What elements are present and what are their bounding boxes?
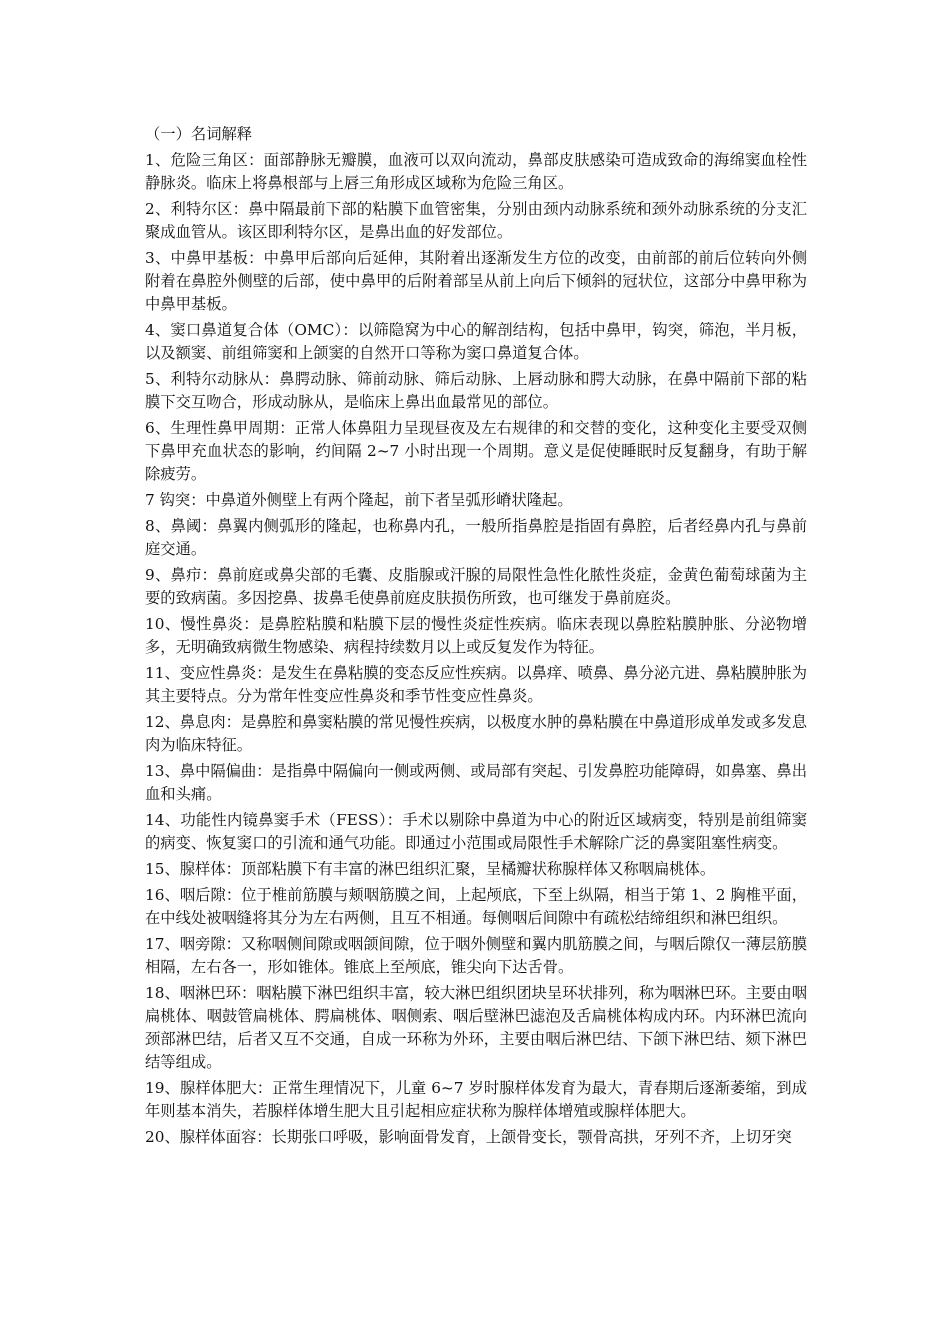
- definition-entry: 11、变应性鼻炎：是发生在鼻粘膜的变态反应性疾病。以鼻痒、喷鼻、鼻分泌亢进、鼻粘膜肿胀为其主要特点。分为常年性变应性鼻炎和季节性变应性鼻炎。: [145, 664, 807, 705]
- document-page: [145, 123, 807, 1152]
- definition-entry: 13、鼻中隔偏曲：是指鼻中隔偏向一侧或两侧、或局部有突起、引发鼻腔功能障碍，如鼻塞、鼻出血和头痛。: [145, 762, 807, 803]
- definition-entry: 12、鼻息肉：是鼻腔和鼻窦粘膜的常见慢性疾病，以极度水肿的鼻粘膜在中鼻道形成单发或多发息肉为临床特征。: [145, 713, 807, 754]
- definition-entry: 16、咽后隙：位于椎前筋膜与颊咽筋膜之间，上起颅底，下至上纵隔，相当于第 1、2 胸椎平面，在中线处被咽缝将其分为左右两侧，且互不相通。每侧咽后间隙中有疏松结缔组织和淋巴组织。: [145, 886, 807, 927]
- definition-entry: 20、腺样体面容：长期张口呼吸，影响面骨发育，上颌骨变长，颚骨高拱，牙列不齐，上切牙突: [145, 1128, 792, 1146]
- definition-entry: 8、鼻阈：鼻翼内侧弧形的隆起，也称鼻内孔，一般所指鼻腔是指固有鼻腔，后者经鼻内孔与鼻前庭交通。: [145, 517, 807, 558]
- section-heading: （一）名词解释: [145, 125, 253, 143]
- definition-entry: 3、中鼻甲基板：中鼻甲后部向后延伸，其附着出逐渐发生方位的改变，由前部的前后位转向外侧附着在鼻腔外侧壁的后部，使中鼻甲的后附着部呈从前上向后下倾斜的冠状位，这部分中鼻甲称为中鼻甲基板。: [145, 249, 807, 313]
- definition-entry: 4、窦口鼻道复合体（OMC）：以筛隐窝为中心的解剖结构，包括中鼻甲，钩突，筛泡，半月板，以及额窦、前组筛窦和上颌窦的自然开口等称为窦口鼻道复合体。: [145, 321, 807, 362]
- definition-entry: 2、利特尔区：鼻中隔最前下部的粘膜下血管密集，分别由颈内动脉系统和颈外动脉系统的分支汇聚成血管从。该区即利特尔区，是鼻出血的好发部位。: [145, 200, 807, 241]
- definition-entry: 15、腺样体：顶部粘膜下有丰富的淋巴组织汇聚，呈橘瓣状称腺样体又称咽扁桃体。: [145, 860, 716, 878]
- definition-entry: 6、生理性鼻甲周期：正常人体鼻阻力呈现昼夜及左右规律的和交替的变化，这种变化主要受双侧下鼻甲充血状态的影响，约间隔 2~7 小时出现一个周期。意义是促使睡眠时反复翻身，有助于解除疲劳。: [145, 419, 807, 483]
- definition-entry: 1、危险三角区：面部静脉无瓣膜，血液可以双向流动，鼻部皮肤感染可造成致命的海绵窦血栓性静脉炎。临床上将鼻根部与上唇三角形成区域称为危险三角区。: [145, 151, 807, 192]
- definition-entry: 7 钩突：中鼻道外侧壁上有两个隆起，前下者呈弧形嵴状隆起。: [145, 491, 573, 509]
- definition-entry: 5、利特尔动脉从：鼻腭动脉、筛前动脉、筛后动脉、上唇动脉和腭大动脉，在鼻中隔前下部的粘膜下交互吻合，形成动脉从，是临床上鼻出血最常见的部位。: [145, 370, 807, 411]
- definition-entry: 17、咽旁隙：又称咽侧间隙或咽颌间隙，位于咽外侧壁和翼内肌筋膜之间，与咽后隙仅一薄层筋膜相隔，左右各一，形如锥体。锥底上至颅底，锥尖向下达舌骨。: [145, 935, 807, 976]
- definition-entry: 9、鼻疖：鼻前庭或鼻尖部的毛囊、皮脂腺或汗腺的局限性急性化脓性炎症，金黄色葡萄球菌为主要的致病菌。多因挖鼻、拔鼻毛使鼻前庭皮肤损伤所致，也可继发于鼻前庭炎。: [145, 566, 807, 607]
- definition-entry: 10、慢性鼻炎：是鼻腔粘膜和粘膜下层的慢性炎症性疾病。临床表现以鼻腔粘膜肿胀、分泌物增多，无明确致病微生物感染、病程持续数月以上或反复发作为特征。: [145, 615, 807, 656]
- definition-entry: 18、咽淋巴环：咽粘膜下淋巴组织丰富，较大淋巴组织团块呈环状排列，称为咽淋巴环。主要由咽扁桃体、咽鼓管扁桃体、腭扁桃体、咽侧索、咽后壁淋巴滤泡及舌扁桃体构成内环。内环淋巴流向颈部淋巴结，后者又互不交通，自成一环称为外环，主要由咽后淋巴结、下颌下淋巴结、颏下淋巴结等组成。: [145, 984, 807, 1071]
- definition-entry: 19、腺样体肥大：正常生理情况下，儿童 6~7 岁时腺样体发育为最大，青春期后逐渐萎缩，到成年则基本消失，若腺样体增生肥大且引起相应症状称为腺样体增殖或腺样体肥大。: [145, 1079, 807, 1120]
- definition-entry: 14、功能性内镜鼻窦手术（FESS）：手术以剔除中鼻道为中心的附近区域病变，特别是前组筛窦的病变、恢复窦口的引流和通气功能。即通过小范围或局限性手术解除广泛的鼻窦阻塞性病变。: [145, 811, 807, 852]
